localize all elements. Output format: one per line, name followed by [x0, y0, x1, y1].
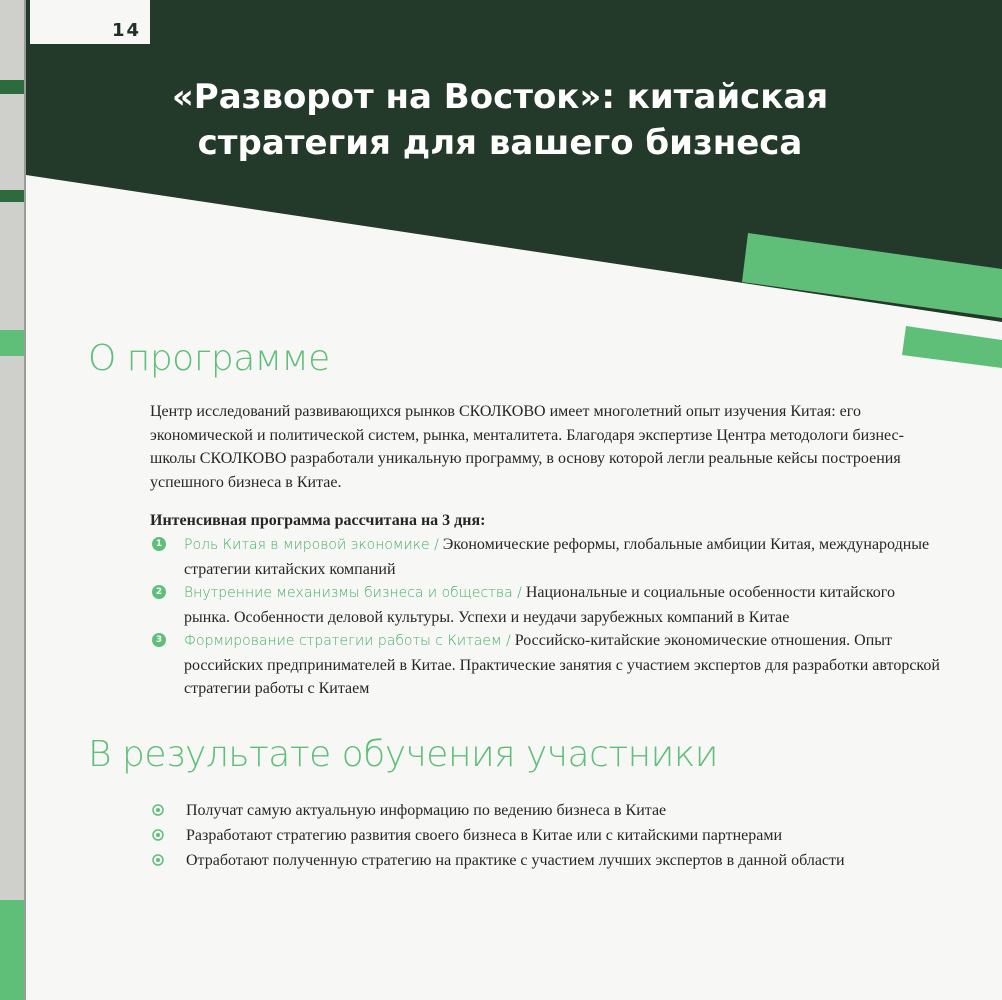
program-day [150, 533, 940, 581]
result-item [150, 798, 940, 823]
day-number-badge: 1 [152, 537, 166, 551]
result-text: Отработают полученную стратегию на практике с участием лучших экспертов в данной области [186, 852, 845, 869]
accent-stripe-lower [902, 326, 1002, 368]
day-description: Экономические реформы, глобальные амбиции Китая, международные стратегии китайских компаний [184, 536, 930, 578]
program-days-list [150, 533, 940, 701]
results-list [150, 798, 940, 873]
target-bullet-icon [152, 854, 164, 866]
day-topic: Формирование стратегии работы с Китаем / [184, 633, 511, 649]
program-day [150, 581, 940, 629]
result-item [150, 848, 940, 873]
result-text: Получат самую актуальную информацию по ведению бизнеса в Китае [186, 802, 667, 819]
day-topic: Роль Китая в мировой экономике / [184, 537, 439, 553]
target-bullet-icon [152, 804, 164, 816]
day-topic: Внутренние механизмы бизнеса и общества / [184, 585, 522, 601]
program-duration: Интенсивная программа рассчитана на 3 дня: [150, 512, 486, 529]
result-text: Разработают стратегию развития своего бизнеса в Китае или с китайскими партнерами [186, 827, 783, 844]
page-number: 14 [112, 20, 142, 41]
day-number-badge: 3 [152, 633, 166, 647]
day-description: Национальные и социальные особенности китайского рынка. Особенности деловой культуры. Успехи и неудачи зарубежных компаний в Китае [184, 584, 895, 626]
day-number-badge: 2 [152, 585, 166, 599]
result-item [150, 823, 940, 848]
about-heading: О программе [88, 338, 330, 379]
program-day [150, 629, 940, 701]
results-heading: В результате обучения участники [88, 734, 718, 775]
page-title: «Разворот на Восток»: китайская стратегия для вашего бизнеса [171, 77, 829, 163]
day-description: Российско-китайские экономические отношения. Опыт российских предпринимателей в Китае. Практические занятия с участием экспертов для разработки авторской стратегии работы с Китаем [184, 632, 940, 697]
target-bullet-icon [152, 829, 164, 841]
about-intro: Центр исследований развивающихся рынков СКОЛКОВО имеет многолетний опыт изучения Китая: его экономической и политической систем, рынка, менталитета. Благодаря экспертизе Центра методологи бизнес-школы СКОЛКОВО разработали уникальную программу, в основу которой легли реальные кейсы построения успешного бизнеса в Китае. [150, 403, 904, 491]
